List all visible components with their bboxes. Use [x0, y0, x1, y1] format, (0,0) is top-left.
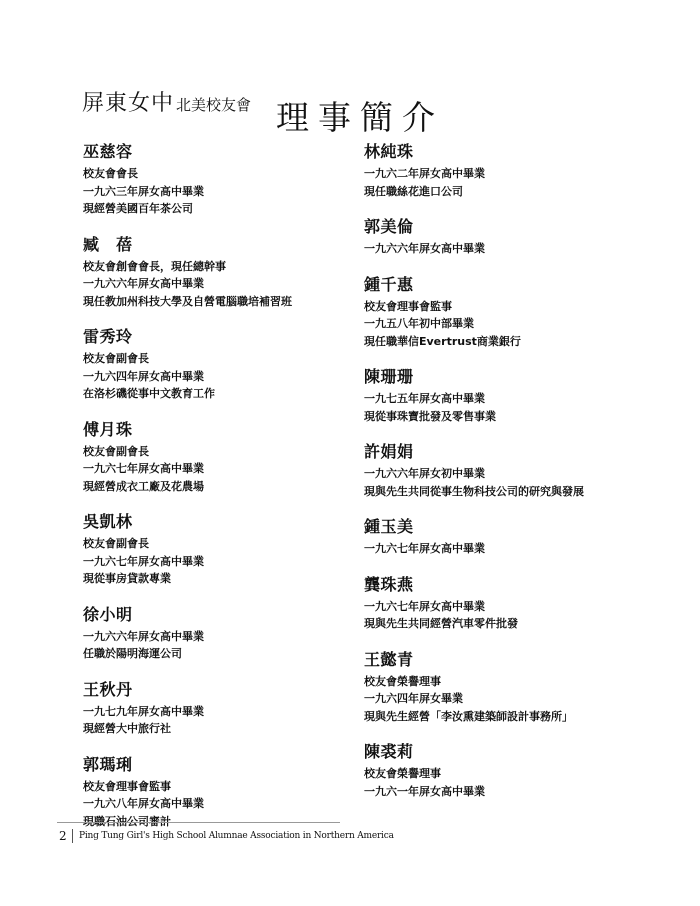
director-detail: 現職石油公司審計 [83, 814, 171, 828]
director-detail: 校友會副會長 [83, 537, 149, 550]
director-detail: 現經營美國百年茶公司 [83, 202, 193, 215]
director-detail: 一九六七年屏女高中畢業 [364, 599, 485, 613]
director-detail: 一九六六年屏女高中畢業 [83, 629, 204, 643]
director-detail: 現與先生共同經營汽車零件批發 [364, 617, 518, 630]
director-detail: 一九六二年屏女高中畢業 [364, 167, 485, 180]
director-detail: 一九六六年屏女高中畢業 [364, 242, 485, 255]
director-entry [83, 327, 383, 403]
director-detail: 校友會會長 [83, 167, 138, 180]
left-column [83, 142, 383, 847]
director-name: 鍾千惠 [364, 274, 414, 294]
director-detail: 校友會理事會監事 [83, 779, 171, 793]
director-entry [364, 650, 684, 726]
director-detail: 一九六一年屏女高中畢業 [364, 784, 485, 798]
director-entry [364, 142, 684, 200]
footer-text: Ping Tung Girl's High School Alumnae Association in Northern America [79, 831, 394, 841]
director-detail: 現從事房貸款專業 [83, 572, 171, 585]
director-detail: 校友會副會長 [83, 352, 149, 365]
director-entry [364, 442, 684, 500]
director-name: 鍾玉美 [364, 517, 414, 536]
director-entry [83, 605, 383, 663]
director-name: 林純珠 [364, 142, 414, 161]
director-entry [83, 235, 383, 311]
director-name: 王懿青 [364, 649, 414, 669]
director-entry [364, 217, 684, 258]
director-detail: 一九六七年屏女高中畢業 [83, 554, 204, 568]
director-name: 郭瑪琍 [83, 754, 133, 774]
director-detail: 一九六三年屏女高中畢業 [83, 184, 204, 198]
director-detail: 一九六七年屏女高中畢業 [83, 462, 204, 475]
director-detail: 一九七九年屏女高中畢業 [83, 704, 204, 718]
director-detail: 現經營大中旅行社 [83, 722, 171, 735]
page-header [82, 86, 251, 117]
director-name: 王秋丹 [83, 679, 133, 699]
director-entry [83, 142, 383, 218]
director-name: 龔珠燕 [364, 574, 414, 594]
director-detail: 校友會榮譽理事 [364, 767, 441, 780]
director-detail: 現任職華信Evertrust商業銀行 [364, 334, 521, 348]
director-entry [364, 575, 684, 633]
director-detail: 一九六六年屏女高中畢業 [83, 277, 204, 290]
director-detail: 校友會理事會監事 [364, 299, 452, 313]
director-detail: 現與先生共同從事生物科技公司的研究與發展 [364, 484, 584, 498]
director-entry [364, 275, 684, 351]
director-name: 陳珊珊 [364, 367, 414, 386]
director-entry [364, 367, 684, 425]
director-name: 陳裘莉 [364, 742, 414, 761]
director-name: 巫慈容 [83, 142, 133, 161]
director-name: 臧 蓓 [83, 234, 133, 254]
director-detail: 在洛杉磯從事中文教育工作 [83, 387, 215, 400]
director-name: 傅月珠 [83, 419, 133, 439]
director-detail: 現任教加州科技大學及自營電腦職培補習班 [83, 294, 292, 308]
director-detail: 一九六七年屏女高中畢業 [364, 542, 485, 555]
director-detail: 校友會副會長 [83, 444, 149, 458]
director-entry [83, 420, 383, 496]
director-detail: 現任職絲花進口公司 [364, 184, 463, 198]
director-entry [83, 512, 383, 588]
director-entry [83, 680, 383, 738]
director-detail: 任職於陽明海運公司 [83, 647, 182, 660]
director-detail: 現從事珠寶批發及零售事業 [364, 409, 496, 423]
director-detail: 現與先生經營「李汝熏建築師設計事務所」 [364, 709, 573, 723]
director-name: 徐小明 [83, 604, 133, 624]
page-number: 2 [59, 829, 73, 843]
director-name: 吳凱林 [83, 512, 133, 531]
director-detail: 一九七五年屏女高中畢業 [364, 392, 485, 405]
director-entry [83, 755, 383, 831]
director-name: 許娟娟 [364, 442, 414, 461]
org-name: 屏東女中 [82, 91, 175, 116]
director-detail: 一九六四年屏女高中畢業 [83, 369, 204, 383]
director-detail: 現經營成衣工廠及花農場 [83, 479, 204, 493]
director-detail: 一九六八年屏女高中畢業 [83, 797, 204, 810]
page-footer [57, 822, 394, 849]
director-detail: 校友會創會會長，現任總幹事 [83, 259, 226, 273]
director-detail: 校友會榮譽理事 [364, 674, 441, 688]
director-name: 郭美倫 [364, 217, 414, 236]
director-entry [364, 517, 684, 558]
director-detail: 一九五八年初中部畢業 [364, 317, 474, 330]
director-name: 雷秀玲 [83, 327, 133, 346]
right-column [364, 142, 684, 817]
page-title: 理事簡介 [276, 98, 444, 137]
director-detail: 一九六四年屏女畢業 [364, 692, 463, 705]
director-detail: 一九六六年屏女初中畢業 [364, 467, 485, 480]
director-entry [364, 742, 684, 800]
org-subtitle: 北美校友會 [176, 96, 252, 114]
